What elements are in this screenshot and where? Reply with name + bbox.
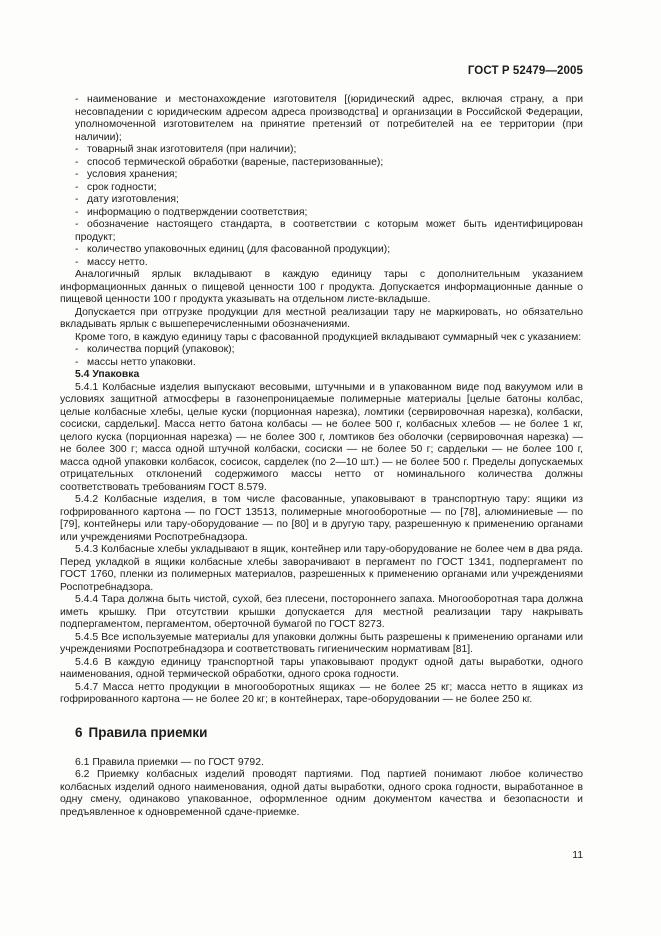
requirements-list-b xyxy=(60,344,583,369)
list-item: - информацию о подтверждении соответствия; xyxy=(75,206,308,218)
requirements-list-a xyxy=(60,94,583,269)
section-title: Правила приемки xyxy=(88,724,208,740)
paragraph-label-insert: Аналогичный ярлык вкладывают в каждую единицу тары с дополнительным указанием информационных данных о пищевой ценности 100 г продукта. Допускается информационные данные о пищевой ценности 100 г продукта указывать на отдельном листе-вкладыше. xyxy=(60,269,583,305)
list-item: - обозначение настоящего стандарта, в соответствии с которым может быть идентифицирован продукт; xyxy=(75,219,583,243)
section-number: 6 xyxy=(75,724,83,740)
section-heading-6 xyxy=(75,725,583,741)
list-item: - количества порций (упаковок); xyxy=(75,344,235,355)
paragraph-5-4-5: 5.4.5 Все используемые материалы для упаковки должны быть разрешены к применению органами или учреждениями Роспотребнадзора и соответствовать гигиеническим нормативам [81]. xyxy=(60,631,583,655)
paragraph-5-4-7: 5.4.7 Масса нетто продукции в многооборотных ящиках — не более 25 кг; масса нетто в ящиках из гофрированного картона — не более 20 кг; в контейнерах, таре-оборудовании — не более 250 кг. xyxy=(60,681,583,705)
list-item: - дату изготовления; xyxy=(75,194,179,205)
list-item: - срок годности; xyxy=(75,181,157,193)
page-number: 11 xyxy=(572,850,583,861)
list-item: - количество упаковочных единиц (для фасованной продукции); xyxy=(75,244,391,255)
paragraph-6-2: 6.2 Приемку колбасных изделий проводят партиями. Под партией понимают любое количество колбасных изделий одного наименования, одной даты выработки, одного срока годности, выработанное в одну смену, одинаково упакованное, оформленное одним документом качества и безопасности и предъявленное к одновременной сдаче-приемке. xyxy=(60,769,583,818)
paragraph-5-4-4: 5.4.4 Тара должна быть чистой, сухой, без плесени, постороннего запаха. Многооборотная тара должна иметь крышку. При отсутствии крышки допускается для местной реализации тару накрывать подпергаментом, пергаментом, оберточной бумагой по ГОСТ 8273. xyxy=(60,594,583,630)
list-item: - способ термической обработки (вареные, пастеризованные); xyxy=(75,156,384,168)
section-heading-5-4: 5.4 Упаковка xyxy=(75,369,140,380)
paragraph-6-1: 6.1 Правила приемки — по ГОСТ 9792. xyxy=(75,756,264,768)
list-item: - наименование и местонахождение изготовителя [(юридический адрес, включая страну, а при несовпадении с юридическим адресом адреса производства] и организации в Российской Федерации, уполномоченной изготовителем на принятие претензий от потребителей на ее территории (при наличии); xyxy=(75,94,583,143)
list-item: - массы нетто упаковки. xyxy=(75,356,196,368)
paragraph-5-4-6: 5.4.6 В каждую единицу транспортной тары упаковывают продукт одной даты выработки, одного наименования, одной термической обработки, одного срока годности. xyxy=(60,656,583,680)
list-item: - товарный знак изготовителя (при наличии); xyxy=(75,144,297,155)
paragraph-5-4-3: 5.4.3 Колбасные хлебы укладывают в ящик, контейнер или тару-оборудование не более чем в два ряда. Перед укладкой в ящики колбасные хлебы заворачивают в пергамент по ГОСТ 1341, подпергамент по ГОСТ 1760, пленки из полимерных материалов, разрешенных к применению органами или учреждениями Роспотребнадзора. xyxy=(60,544,583,593)
document-body xyxy=(60,94,583,819)
paragraph-5-4-1: 5.4.1 Колбасные изделия выпускают весовыми, штучными и в упакованном виде под вакуумом или в условиях защитной атмосферы в газонепроницаемые полимерные материалы [целые батоны колбас, целые колбасные хлебы, целые куски (порционная нарезка), ломтики (сервировочная нарезка), колбаски, сосиски, сардельки]. Масса нетто батона колбасы — не более 500 г, колбасных хлебов — не более 1 кг, целого куска (порционная нарезка) — не более 300 г, ломтиков без оболочки (сервировочная нарезка) — не более 300 г; масса одной штучной колбаски, сосиски — не более 50 г; сардельки — не более 100 г, масса одной упаковки колбасок, сосисок, сарделек (по 2—10 шт.) — не более 500 г. Пределы допускаемых отрицательных отклонений содержимого массы нетто от номинального количества должны соответствовать требованиям ГОСТ 8.579. xyxy=(60,381,583,493)
list-item: - массу нетто. xyxy=(75,256,148,268)
page-header-doc-code: ГОСТ Р 52479—2005 xyxy=(467,65,583,77)
paragraph-summary-check: Кроме того, в каждую единицу тары с фасованной продукцией вкладывают суммарный чек с указанием: xyxy=(75,331,582,343)
list-item: - условия хранения; xyxy=(75,169,178,180)
paragraph-5-4-2: 5.4.2 Колбасные изделия, в том числе фасованные, упаковывают в транспортную тару: ящики из гофрированного картона — по ГОСТ 13513, полимерные многооборотные — по [78], алюминиевые — по [79], контейнеры или тару-оборудование — по [80] и в другую тару, разрешенную к применению органами или учреждениями Роспотребнадзора. xyxy=(60,494,583,543)
paragraph-local-sale: Допускается при отгрузке продукции для местной реализации тару не маркировать, но обязательно вкладывать ярлык с вышеперечисленными обозначениями. xyxy=(60,306,583,330)
